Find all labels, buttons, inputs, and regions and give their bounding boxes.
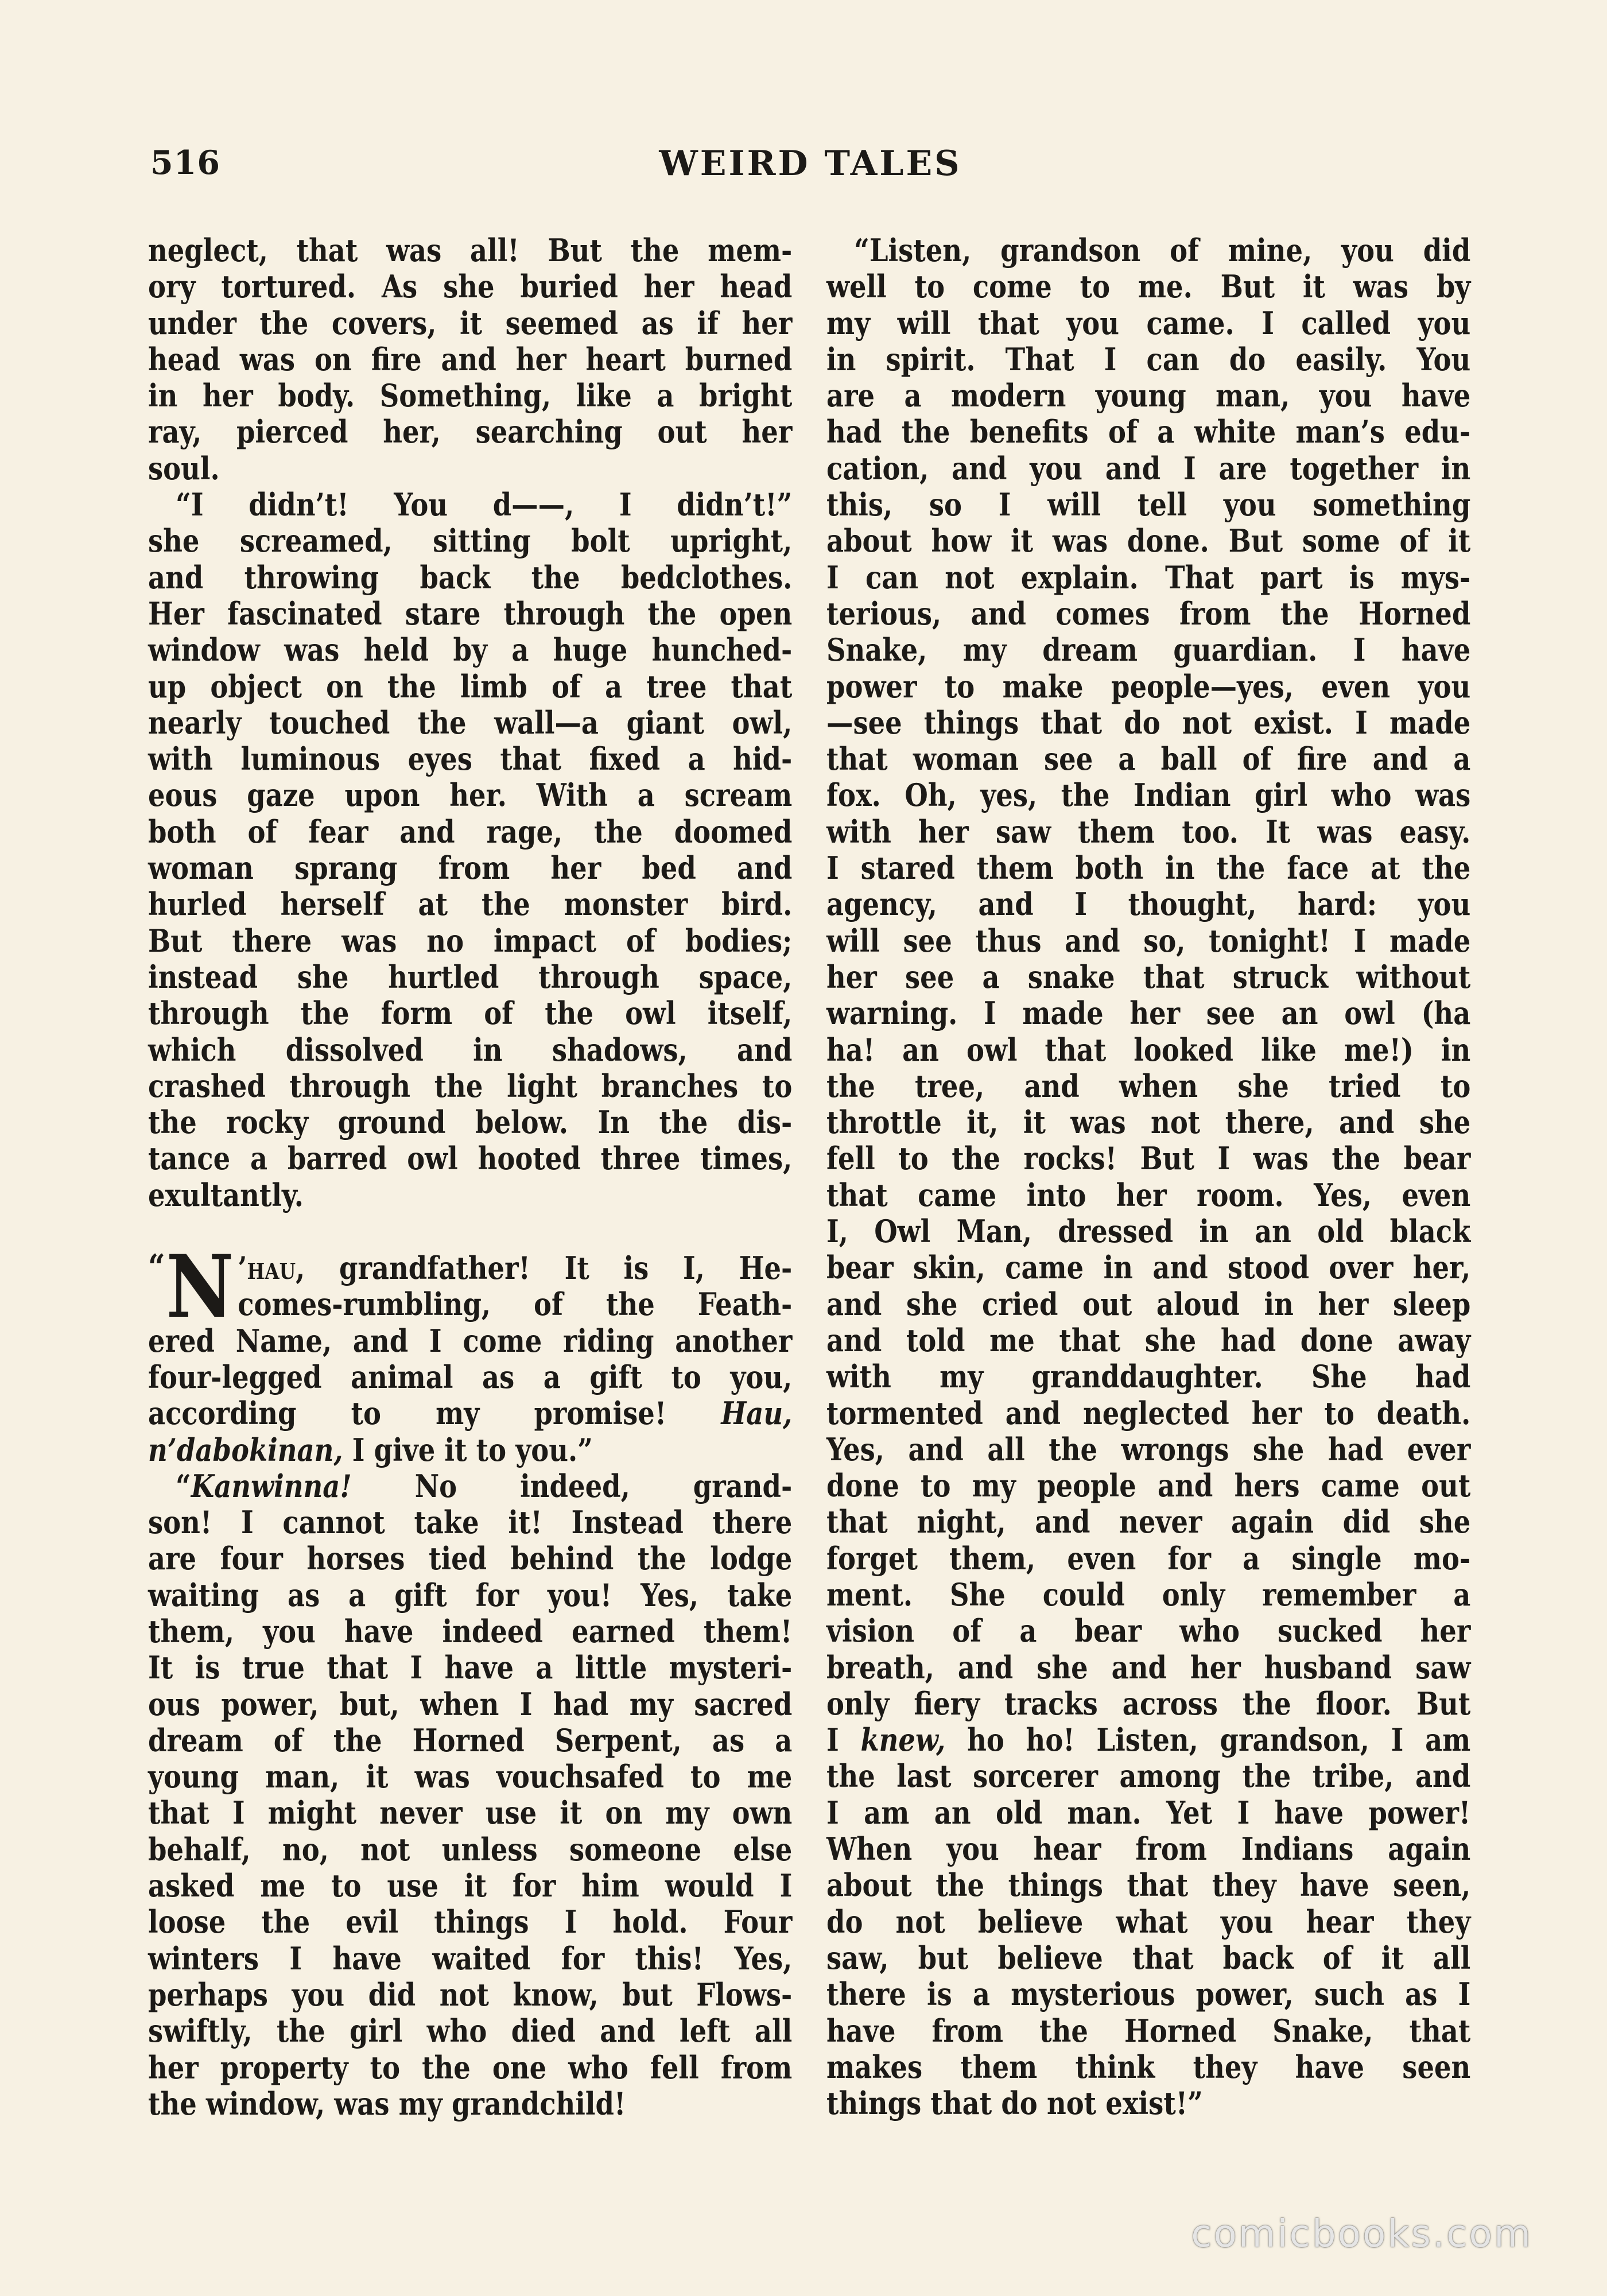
text-line: hurled herself at the monster bird.: [148, 886, 793, 923]
text-line: both of fear and rage, the doomed: [148, 813, 793, 850]
text-line: ment. She could only remember a: [826, 1576, 1471, 1613]
text-line: saw, but believe that back of it all: [826, 1939, 1471, 1976]
text-line: son! I cannot take it! Instead there: [148, 1504, 793, 1541]
paragraph-i-didnt: [148, 487, 792, 1213]
text-line: that came into her room. Yes, even: [826, 1176, 1471, 1213]
text-line: with my granddaughter. She had: [826, 1358, 1471, 1395]
text-line: swiftly, the girl who died and left all: [148, 2012, 793, 2050]
text-fragment: grandfather! It is I, He-: [305, 1250, 793, 1287]
text-line: the window, was my grandchild!: [148, 2085, 626, 2122]
text-line: “I didn’t! You d——, I didn’t!”: [176, 486, 793, 523]
right-column-text: [826, 232, 1470, 2122]
text-line: about how it was done. But some of it: [826, 522, 1471, 560]
text-line: dream of the Horned Serpent, as a: [148, 1721, 793, 1759]
text-line: soul.: [148, 449, 220, 487]
text-line: perhaps you did not know, but Flows-: [148, 1976, 793, 2013]
text-line: well to come to me. But it was by: [826, 268, 1471, 305]
text-line: [148, 1432, 792, 1468]
text-line: and told me that she had done away: [826, 1321, 1471, 1359]
italic-knew: knew,: [860, 1721, 946, 1759]
italic-hau: Hau,: [721, 1395, 793, 1432]
text-line: are a modern young man, you have: [826, 377, 1471, 414]
text-line: under the covers, it seemed as if her: [148, 304, 793, 342]
text-line: [148, 1468, 792, 1504]
text-line: crashed through the light branches to: [148, 1067, 793, 1104]
text-line: young man, it was vouchsafed to me: [148, 1758, 793, 1795]
text-line: asked me to use it for him would I: [148, 1867, 793, 1905]
text-line: power to make people—yes, even you: [826, 668, 1471, 705]
text-line: the last sorcerer among the tribe, and: [826, 1758, 1471, 1795]
text-line: agency, and I thought, hard: you: [826, 886, 1471, 923]
text-fragment: I give it to you.”: [343, 1431, 593, 1468]
text-line: instead she hurtled through space,: [148, 958, 793, 995]
text-line: there is a mysterious power, such as I: [826, 1976, 1471, 2013]
text-line: in her body. Something, like a bright: [148, 377, 793, 414]
right-column: [826, 232, 1470, 2122]
left-column: [148, 232, 792, 2122]
text-line: I am an old man. Yet I have power!: [826, 1794, 1471, 1831]
text-line: exultantly.: [148, 1176, 304, 1213]
text-line: Snake, my dream guardian. I have: [826, 631, 1471, 669]
text-line: —see things that do not exist. I made: [826, 704, 1471, 741]
paragraph-listen-grandson-end: [826, 1758, 1470, 2122]
section-break: [148, 1213, 792, 1250]
text-line: the rocky ground below. In the dis-: [148, 1104, 793, 1141]
text-line: which dissolved in shadows, and: [148, 1031, 793, 1068]
smallcaps-hau: ’hau,: [238, 1250, 305, 1287]
text-line: vision of a bear who sucked her: [826, 1612, 1471, 1650]
text-line: with luminous eyes that fixed a hid-: [148, 740, 793, 778]
text-fragment: ho ho! Listen, grandson, I am: [945, 1721, 1471, 1759]
text-line: makes them think they have seen: [826, 2048, 1471, 2085]
text-line: winters I have waited for this! Yes,: [148, 1940, 793, 1977]
text-line: terious, and comes from the Horned: [826, 595, 1471, 632]
paragraph-listen-grandson: [826, 232, 1470, 1722]
dropcap-letter: N: [166, 1236, 234, 1338]
text-line: up object on the limb of a tree that: [148, 668, 793, 705]
text-line: nearly touched the wall—a giant owl,: [148, 704, 793, 741]
text-line: “Listen, grandson of mine, you did: [854, 232, 1471, 269]
text-line: comes-rumbling, of the Feath-: [238, 1286, 793, 1323]
text-line: my will that you came. I called you: [826, 304, 1471, 342]
text-line: ha! an owl that looked like me!) in: [826, 1031, 1471, 1068]
text-line: fell to the rocks! But I was the bear: [826, 1140, 1471, 1177]
text-fragment: No indeed, grand-: [351, 1467, 793, 1504]
text-line: tormented and neglected her to death.: [826, 1394, 1471, 1432]
text-line: that I might never use it on my own: [148, 1794, 793, 1832]
text-line: behalf, no, not unless someone else: [148, 1830, 793, 1868]
text-line: [148, 1247, 793, 1288]
text-line: neglect, that was all! But the mem-: [148, 232, 793, 269]
text-line: with her saw them too. It was easy.: [826, 813, 1471, 850]
text-line: I, Owl Man, dressed in an old black: [826, 1213, 1471, 1250]
text-line: the tree, and when she tried to: [826, 1067, 1471, 1104]
text-line: When you hear from Indians again: [826, 1830, 1471, 1868]
magazine-title: WEIRD TALES: [659, 144, 962, 184]
text-fragment: according to my promise!: [148, 1395, 667, 1432]
text-line: But there was no impact of bodies;: [148, 922, 793, 959]
text-line: ous power, but, when I had my sacred: [148, 1685, 793, 1723]
text-line: things that do not exist!”: [826, 2085, 1203, 2122]
text-line: had the benefits of a white man’s edu-: [826, 413, 1471, 451]
text-line: ray, pierced her, searching out her: [148, 413, 793, 451]
text-line: warning. I made her see an owl (ha: [826, 995, 1471, 1032]
text-line: ered Name, and I come riding another: [148, 1322, 793, 1359]
text-line: [826, 1722, 1470, 1758]
text-line: [148, 1395, 792, 1432]
watermark-logo: comicbooks.com: [1191, 2212, 1532, 2256]
text-line: her property to the one who fell from: [148, 2049, 793, 2086]
text-line: done to my people and hers came out: [826, 1467, 1471, 1504]
text-line: loose the evil things I hold. Four: [148, 1903, 793, 1941]
text-line: woman sprang from her bed and: [148, 850, 793, 887]
paragraph-nhau: [148, 1236, 793, 1468]
paragraph-kanwinna: [148, 1468, 792, 2122]
text-line: about the things that they have seen,: [826, 1867, 1471, 1904]
italic-kanwinna: Kanwinna!: [191, 1467, 352, 1504]
text-line: throttle it, it was not there, and she: [826, 1104, 1471, 1141]
text-line: breath, and she and her husband saw: [826, 1649, 1471, 1686]
text-line: in spirit. That I can do easily. You: [826, 340, 1471, 378]
running-head: [150, 144, 1470, 189]
text-line: bear skin, came in and stood over her,: [826, 1249, 1471, 1286]
text-line: are four horses tied behind the lodge: [148, 1540, 793, 1577]
paragraph-neglect: [148, 232, 792, 487]
text-line: waiting as a gift for you! Yes, take: [148, 1576, 793, 1614]
text-line: only fiery tracks across the floor. But: [826, 1685, 1471, 1722]
page-number: 516: [150, 144, 220, 182]
text-line: head was on fire and her heart burned: [148, 340, 793, 378]
italic-ndabokinan: n’dabokinan,: [148, 1431, 343, 1468]
left-column-text: [148, 232, 792, 2122]
text-line: cation, and you and I are together in: [826, 449, 1471, 487]
text-line: Her fascinated stare through the open: [148, 595, 793, 632]
text-fragment: “: [176, 1467, 191, 1504]
text-line: ory tortured. As she buried her head: [148, 268, 793, 305]
text-line: that night, and never again did she: [826, 1503, 1471, 1541]
text-line: through the form of the owl itself,: [148, 995, 793, 1032]
text-line: will see thus and so, tonight! I made: [826, 922, 1471, 959]
text-line: forget them, even for a single mo-: [826, 1539, 1471, 1577]
dropcap-open-quote: “: [148, 1247, 165, 1288]
text-line: eous gaze upon her. With a scream: [148, 777, 793, 814]
text-line: four-legged animal as a gift to you,: [148, 1358, 793, 1395]
text-line: fox. Oh, yes, the Indian girl who was: [826, 777, 1471, 814]
text-line: her see a snake that struck without: [826, 958, 1471, 995]
text-line: that woman see a ball of fire and a: [826, 740, 1471, 778]
text-line: she screamed, sitting bolt upright,: [148, 522, 793, 560]
text-line: do not believe what you hear they: [826, 1903, 1471, 1940]
text-line: I stared them both in the face at the: [826, 850, 1471, 887]
text-line: them, you have indeed earned them!: [148, 1612, 793, 1650]
text-line: Yes, and all the wrongs she had ever: [826, 1430, 1471, 1468]
text-line: this, so I will tell you something: [826, 486, 1471, 523]
text-line: tance a barred owl hooted three times,: [148, 1140, 793, 1177]
text-line: and throwing back the bedclothes.: [148, 559, 793, 596]
text-line: and she cried out aloud in her sleep: [826, 1285, 1471, 1322]
text-line: have from the Horned Snake, that: [826, 2012, 1471, 2049]
text-fragment: I: [826, 1721, 861, 1759]
text-line: window was held by a huge hunched-: [148, 631, 793, 669]
text-line: It is true that I have a little mysteri-: [148, 1649, 793, 1686]
paragraph-kanwinna-body: [148, 1504, 792, 2122]
text-line: I can not explain. That part is mys-: [826, 559, 1471, 596]
